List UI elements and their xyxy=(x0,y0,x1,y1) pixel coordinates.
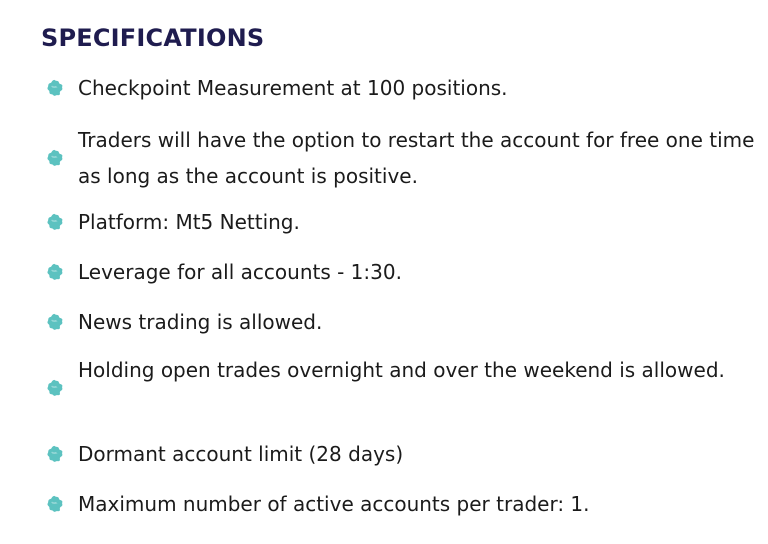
list-item-text: Holding open trades overnight and over the weekend is allowed. xyxy=(78,358,725,382)
section-title: SPECIFICATIONS xyxy=(41,24,265,52)
bullet-icon xyxy=(46,213,64,231)
list-item xyxy=(0,254,768,290)
list-item xyxy=(0,122,768,194)
bullet-icon xyxy=(46,495,64,513)
list-item-text: Dormant account limit (28 days) xyxy=(78,442,404,466)
bullet-icon xyxy=(46,313,64,331)
list-item-text: Traders will have the option to restart the account for free one time as long as the account is positive. xyxy=(78,128,755,188)
list-item xyxy=(0,70,768,106)
bullet-icon xyxy=(46,79,64,97)
bullet-icon xyxy=(46,445,64,463)
bullet-icon xyxy=(46,379,64,397)
list-item xyxy=(0,204,768,240)
list-item xyxy=(0,436,768,472)
list-item-text: News trading is allowed. xyxy=(78,310,323,334)
list-item xyxy=(0,486,768,522)
bullet-icon xyxy=(46,263,64,281)
list-item-text: Checkpoint Measurement at 100 positions. xyxy=(78,76,508,100)
bullet-icon xyxy=(46,149,64,167)
list-item-text: Platform: Mt5 Netting. xyxy=(78,210,300,234)
list-item xyxy=(0,304,768,340)
list-item-text: Maximum number of active accounts per trader: 1. xyxy=(78,492,590,516)
list-item-text: Leverage for all accounts - 1:30. xyxy=(78,260,402,284)
list-item xyxy=(0,352,768,424)
